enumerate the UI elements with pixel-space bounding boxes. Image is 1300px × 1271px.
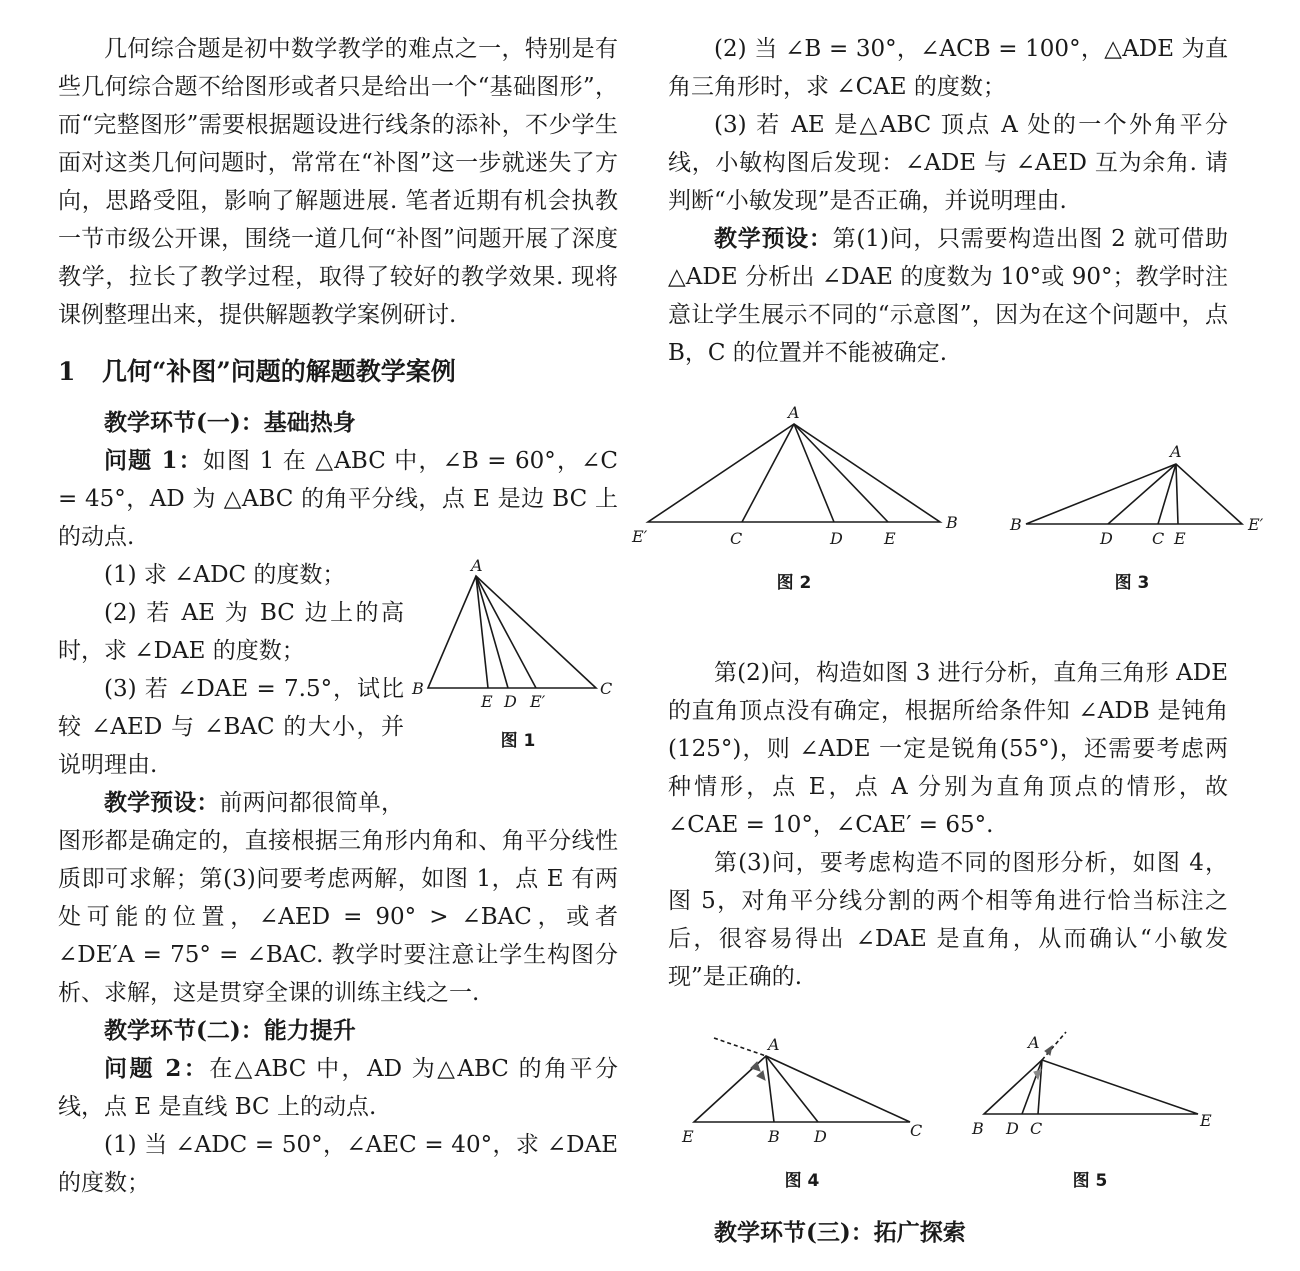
fig2-label-b: B <box>946 513 958 532</box>
question2 <box>58 1050 618 1126</box>
question2-part1: (1) 当 ∠ADC = 50°，∠AEC = 40°，求 ∠DAE 的度数； <box>58 1132 618 1196</box>
figure-5-caption: 图 5 <box>1072 1171 1108 1191</box>
question1-text: 如图 1 在 △ABC 中，∠B = 60°，∠C = 45°，AD 为 △ABC 的角平分线，点 E 是边 BC 上的动点. <box>58 448 619 550</box>
fig2-label-e: E <box>884 529 896 548</box>
fig1-label-a: A <box>471 556 483 575</box>
figures-4-5-diagram <box>638 1024 1268 1154</box>
figures-2-3-row <box>632 396 1268 654</box>
right-column <box>632 30 1264 1252</box>
preset1-paragraph <box>58 784 618 1012</box>
question2-part3: (3) 若 AE 是△ABC 顶点 A 处的一个外角平分线，小敏构图后发现：∠ADE 与 ∠AED 互为余角. 请判断“小敏发现”是否正确，并说明理由. <box>668 112 1228 214</box>
question2-text: 在△ABC 中，AD 为△ABC 的角平分线，点 E 是直线 BC 上的动点. <box>58 1056 618 1120</box>
fig3-label-b: B <box>1010 515 1022 534</box>
fig4-label-d: D <box>814 1127 827 1146</box>
section-heading <box>58 350 618 394</box>
fig5-label-d: D <box>1006 1119 1019 1138</box>
figures-4-5-row <box>638 1024 1268 1214</box>
fig4-label-e: E <box>682 1127 694 1146</box>
fig1-label-d: D <box>504 692 517 711</box>
fig3-label-a: A <box>1170 442 1182 461</box>
fig1-label-e: E <box>481 692 493 711</box>
figure-1 <box>412 556 618 796</box>
preset1-label: 教学预设： <box>104 789 220 816</box>
fig1-label-e-prime: E′ <box>530 692 546 711</box>
figures-2-3-diagram <box>632 396 1268 548</box>
analysis-q3-paragraph: 第(3)问，要考虑构造不同的图形分析，如图 4，图 5，对角平分线分割的两个相等角进行恰当标注之后，很容易得出 ∠DAE 是直角，从而确认“小敏发现”是正确的. <box>668 850 1228 990</box>
fig4-label-a: A <box>768 1035 780 1054</box>
fig5-label-a: A <box>1028 1033 1040 1052</box>
preset2-label: 教学预设： <box>714 225 833 252</box>
figure-1-diagram <box>412 556 618 711</box>
figure-1-caption: 图 1 <box>500 731 536 751</box>
question1 <box>58 442 618 556</box>
fig5-label-c: C <box>1030 1119 1043 1138</box>
question2-label: 问题 2： <box>104 1055 210 1082</box>
fig3-label-c: C <box>1152 529 1165 548</box>
fig1-label-c: C <box>600 679 613 698</box>
left-column <box>58 30 618 1202</box>
stage1-heading: 教学环节(一)：基础热身 <box>104 409 356 436</box>
preset2-text: 第(1)问，只需要构造出图 2 就可借助△ADE 分析出 ∠DAE 的度数为 10°或 90°；教学时注意让学生展示不同的“示意图”，因为在这个问题中，点 B，C 的位置并不能被确定. <box>668 226 1228 366</box>
preset2-paragraph <box>668 220 1228 372</box>
stage3-heading: 教学环节(三)：拓广探索 <box>714 1219 966 1246</box>
fig2-label-d: D <box>830 529 843 548</box>
fig2-label-c: C <box>730 529 743 548</box>
fig1-label-b: B <box>412 679 424 698</box>
preset1-text: 前两问都很简单，图形都是确定的，直接根据三角形内角和、角平分线性质即可求解；第(3)问要考虑两解，如图 1，点 E 有两处可能的位置，∠AED = 90° > ∠BAC，或者 ∠DE′A = 75° = ∠BAC. 教学时要注意让学生构图分析、求解，这是贯穿全课的训练主线之一. <box>58 790 618 1006</box>
fig2-label-e-prime: E′ <box>632 527 648 546</box>
fig3-label-d: D <box>1100 529 1113 548</box>
question1-part1: (1) 求 ∠ADC 的度数； <box>104 562 346 588</box>
question1-part2: (2) 若 AE 为 BC 边上的高时，求 ∠DAE 的度数； <box>58 600 404 664</box>
figure-2-caption: 图 2 <box>776 573 812 593</box>
stage2-heading: 教学环节(二)：能力提升 <box>104 1017 356 1044</box>
section-number: 1 <box>58 357 76 386</box>
intro-paragraph: 几何综合题是初中数学教学的难点之一，特别是有些几何综合题不给图形或者只是给出一个“基础图形”，而“完整图形”需要根据题设进行线条的添补，不少学生面对这类几何问题时，常常在“补图”这一步就迷失了方向，思路受阻，影响了解题进展. 笔者近期有机会执教一节市级公开课，围绕一道几何“补图”问题开展了深度教学，拉长了教学过程，取得了较好的教学效果. 现将课例整理出来，提供解题教学案例研讨. <box>58 36 618 328</box>
analysis-q2-paragraph: 第(2)问，构造如图 3 进行分析，直角三角形 ADE 的直角顶点没有确定，根据所给条件知 ∠ADB 是钝角(125°)，则 ∠ADE 一定是锐角(55°)，还需要考虑两种情形，点 E，点 A 分别为直角顶点的情形，故 ∠CAE = 10°，∠CAE′ = 65°. <box>668 660 1228 838</box>
section-title: 几何“补图”问题的解题教学案例 <box>102 357 456 386</box>
fig5-label-e: E <box>1200 1111 1212 1130</box>
figure-4-caption: 图 4 <box>784 1171 820 1191</box>
fig5-label-b: B <box>972 1119 984 1138</box>
fig4-label-c: C <box>910 1121 923 1140</box>
fig2-label-a: A <box>788 403 800 422</box>
question1-label: 问题 1： <box>104 447 203 474</box>
figure-3-caption: 图 3 <box>1114 573 1150 593</box>
fig3-label-e: E <box>1174 529 1186 548</box>
fig3-label-e-prime: E′ <box>1248 515 1264 534</box>
fig4-label-b: B <box>768 1127 780 1146</box>
question2-part2: (2) 当 ∠B = 30°，∠ACB = 100°，△ADE 为直角三角形时，求 ∠CAE 的度数； <box>668 36 1228 100</box>
question1-part3: (3) 若 ∠DAE = 7.5°，试比较 ∠AED 与 ∠BAC 的大小，并说明理由. <box>58 676 404 778</box>
